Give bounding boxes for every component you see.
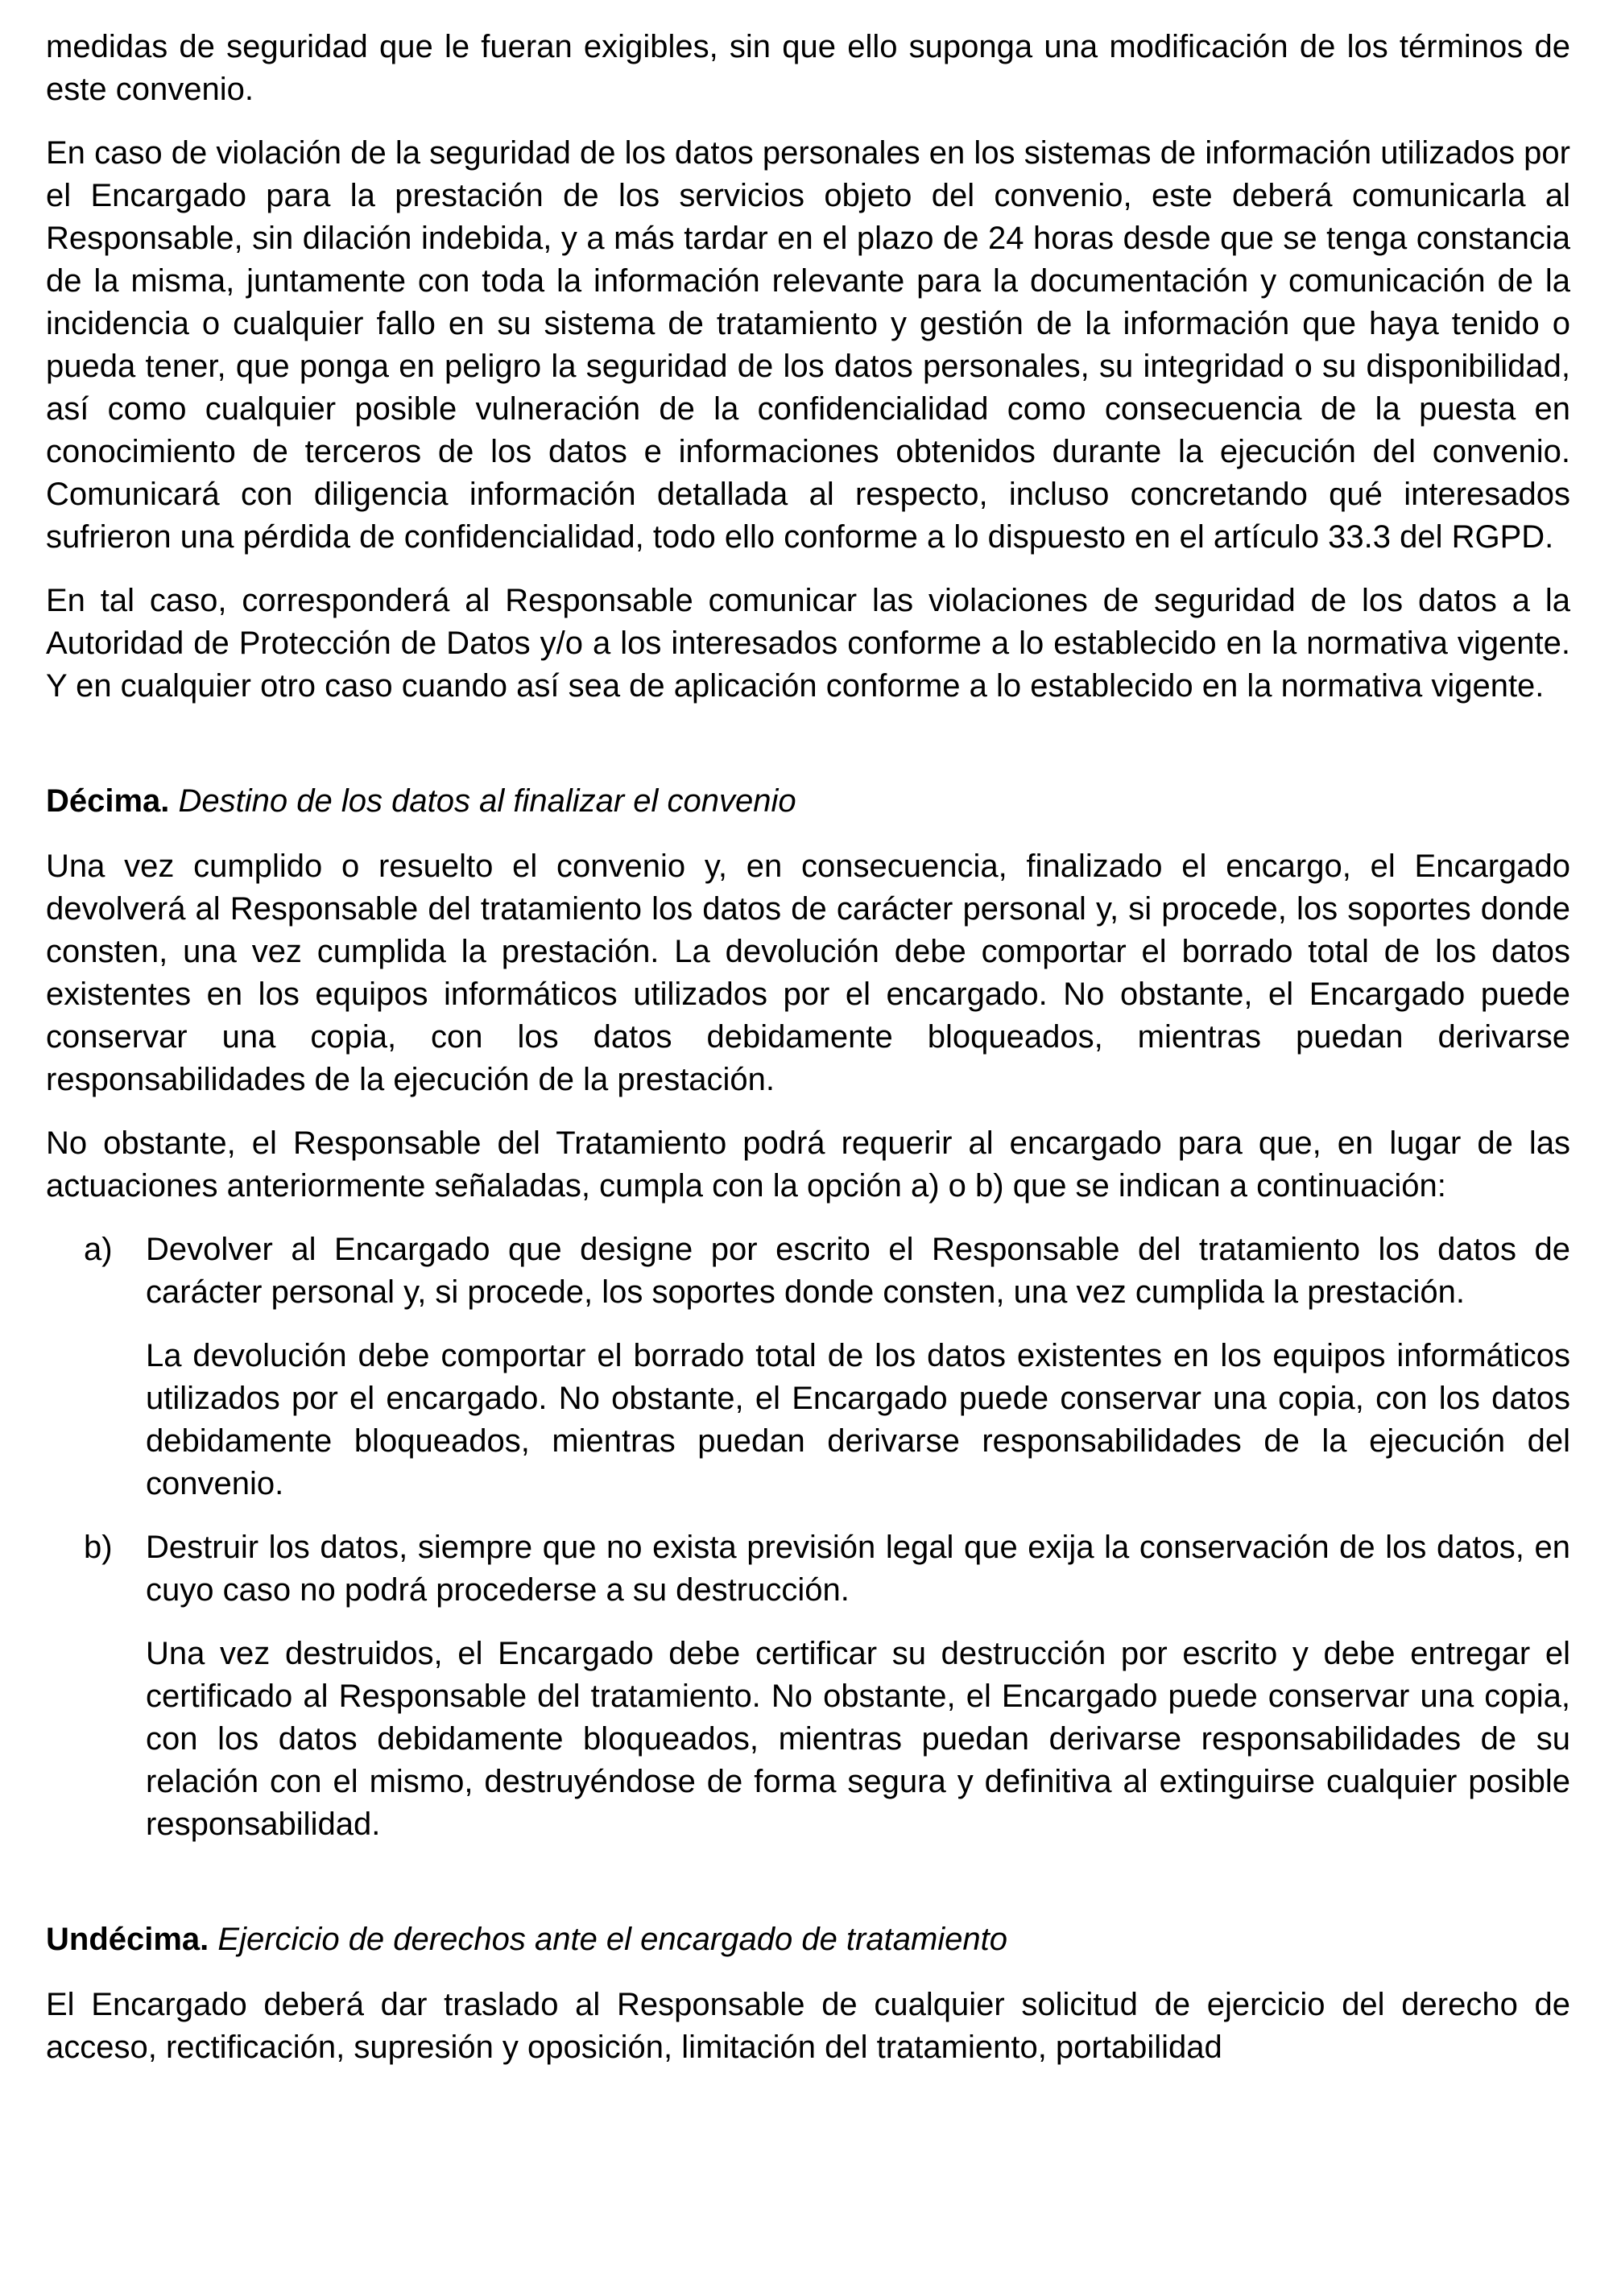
list-item-a-label: a): [84, 1232, 113, 1267]
paragraph-options-intro: No obstante, el Responsable del Tratamiento podrá requerir al encargado para que, en lugar de las actuaciones anteriormente señaladas, cumpla con la opción a) o b) que se indican a continuación:: [46, 1125, 1570, 1204]
list-item-b-paragraph-1: Destruir los datos, siempre que no exista previsión legal que exija la conservación de los datos, en cuyo caso no podrá procederse a su destrucción.: [146, 1530, 1570, 1608]
heading-clause-undecima: [46, 1918, 1570, 1961]
paragraph-data-breach-notification: En caso de violación de la seguridad de los datos personales en los sistemas de información utilizados por el Encargado para la prestación de los servicios objeto del convenio, este deberá comunicarla al Responsable, sin dilación indebida, y a más tardar en el plazo de 24 horas desde que se tenga constancia de la misma, juntamente con toda la información relevante para la documentación y comunicación de la incidencia o cualquier fallo en su sistema de tratamiento y gestión de la información que haya tenido o pueda tener, que ponga en peligro la seguridad de los datos personales, su integridad o su disponibilidad, así como cualquier posible vulneración de la confidencialidad como consecuencia de la puesta en conocimiento de terceros de los datos e informaciones obtenidos durante la ejecución del convenio. Comunicará con diligencia información detallada al respecto, incluso concretando qué interesados sufrieron una pérdida de confidencialidad, todo ello conforme a lo dispuesto en el artículo 33.3 del RGPD.: [46, 135, 1570, 555]
heading-clause-decima: [46, 780, 1570, 823]
list-item-b-paragraph-2: Una vez destruidos, el Encargado debe certificar su destrucción por escrito y debe entregar el certificado al Responsable del tratamiento. No obstante, el Encargado puede conservar una copia, con los datos debidamente bloqueados, mientras puedan derivarse responsabilidades de su relación con el mismo, destruyéndose de forma segura y definitiva al extinguirse cualquier posible responsabilidad.: [146, 1636, 1570, 1842]
paragraph-data-return-on-completion: Una vez cumplido o resuelto el convenio y, en consecuencia, finalizado el encargo, el Encargado devolverá al Responsable del tratamiento los datos de carácter personal y, si procede, los soportes donde consten, una vez cumplida la prestación. La devolución debe comportar el borrado total de los datos existentes en los equipos informáticos utilizados por el encargado. No obstante, el Encargado puede conservar una copia, con los datos debidamente bloqueados, mientras puedan derivarse responsabilidades de la ejecución de la prestación.: [46, 849, 1570, 1097]
list-item-a-paragraph-2: La devolución debe comportar el borrado total de los datos existentes en los equipos informáticos utilizados por el encargado. No obstante, el Encargado puede conservar una copia, con los datos debidamente bloqueados, mientras puedan derivarse responsabilidades de la ejecución del convenio.: [146, 1338, 1570, 1501]
paragraph-continued-security-measures: medidas de seguridad que le fueran exigibles, sin que ello suponga una modificación de los términos de este convenio.: [46, 29, 1570, 107]
list-item-a: [84, 1229, 1570, 1505]
list-item-a-body: [146, 1229, 1570, 1505]
clause-title: Ejercicio de derechos ante el encargado de tratamiento: [217, 1922, 1008, 1957]
paragraph-rights-exercise: El Encargado deberá dar traslado al Responsable de cualquier solicitud de ejercicio del derecho de acceso, rectificación, supresión y oposición, limitación del tratamiento, portabilidad: [46, 1987, 1570, 2065]
list-item-a-paragraph-1: Devolver al Encargado que designe por escrito el Responsable del tratamiento los datos de carácter personal y, si procede, los soportes donde consten, una vez cumplida la prestación.: [146, 1232, 1570, 1310]
list-item-b: [84, 1526, 1570, 1846]
clause-number: Décima.: [46, 783, 170, 819]
clause-number: Undécima.: [46, 1922, 209, 1957]
list-item-b-label: b): [84, 1530, 113, 1565]
clause-title: Destino de los datos al finalizar el convenio: [178, 783, 796, 819]
list-item-b-body: [146, 1526, 1570, 1846]
paragraph-responsable-communication-duty: En tal caso, corresponderá al Responsable comunicar las violaciones de seguridad de los datos a la Autoridad de Protección de Datos y/o a los interesados conforme a lo establecido en la normativa vigente. Y en cualquier otro caso cuando así sea de aplicación conforme a lo establecido en la normativa vigente.: [46, 583, 1570, 704]
